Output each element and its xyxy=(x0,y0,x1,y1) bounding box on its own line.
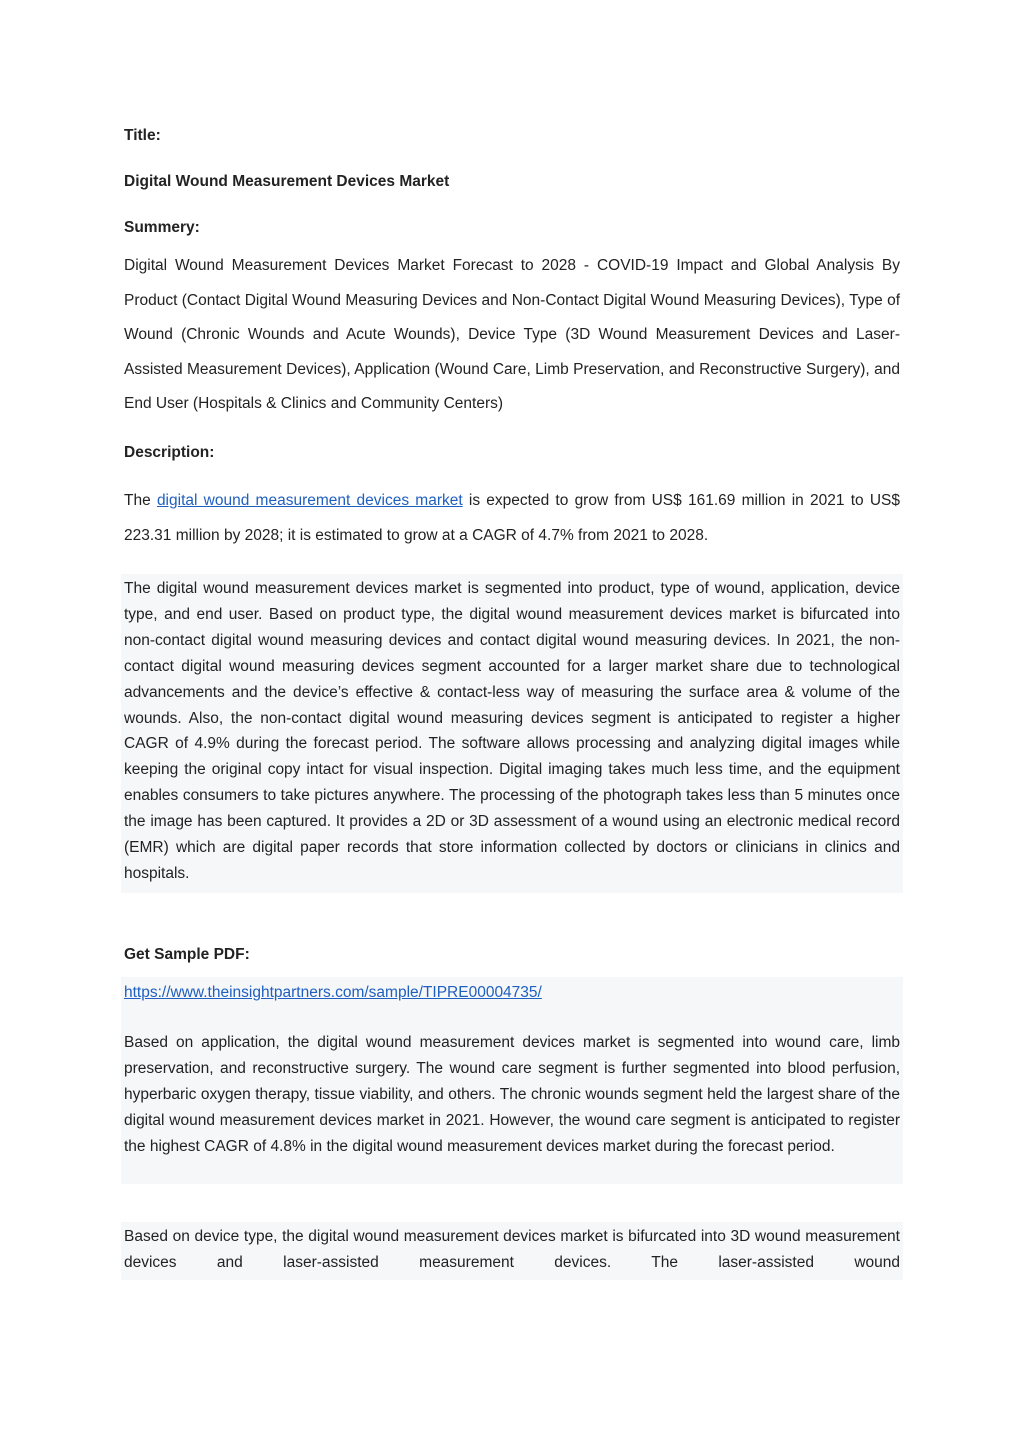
sample-pdf-label: Get Sample PDF: xyxy=(124,946,250,963)
sample-block xyxy=(121,977,903,1184)
device-block xyxy=(121,1222,903,1280)
intro-prefix: The xyxy=(124,492,157,509)
summary-text: Digital Wound Measurement Devices Market Forecast to 2028 - COVID-19 Impact and Global Analysis By Product (Contact Digital Wound Measuring Devices and Non-Contact Digital Wound Measuring Devices), Type of Wound (Chronic Wounds and Acute Wounds), Device Type (3D Wound Measurement Devices and Laser-Assisted Measurement Devices), Application (Wound Care, Limb Preservation, and Reconstructive Surgery), and End User (Hospitals & Clinics and Community Centers) xyxy=(124,257,900,413)
segments-paragraph: The digital wound measurement devices market is segmented into product, type of wound, application, device type, and end user. Based on product type, the digital wound measurement devices market is bifurcated into non-contact digital wound measuring devices and contact digital wound measuring devices. In 2021, the non-contact digital wound measuring devices segment accounted for a larger market share due to technological advancements and the device’s effective & contact-less way of measuring the surface area & volume of the wounds. Also, the non-contact digital wound measuring devices segment is anticipated to register a higher CAGR of 4.9% during the forecast period. The software allows processing and analyzing digital images while keeping the original copy intact for visual inspection. Digital imaging takes much less time, and the equipment enables consumers to take pictures anywhere. The processing of the photograph takes less than 5 minutes once the image has been captured. It provides a 2D or 3D assessment of a wound using an electronic medical record (EMR) which are digital paper records that store information collected by doctors or clinicians in clinics and hospitals. xyxy=(124,580,900,882)
intro-suffix: is expected to grow from US$ 161.69 million in 2021 to US$ 223.31 million by 2028; it is estimated to grow at a CAGR of 4.7% from 2021 to 2028. xyxy=(124,492,901,544)
report-title: Digital Wound Measurement Devices Market xyxy=(124,173,450,190)
segments-block xyxy=(121,574,903,893)
summary-label: Summery: xyxy=(124,219,200,236)
market-link[interactable]: digital wound measurement devices market xyxy=(156,492,463,509)
description-label: Description: xyxy=(124,444,215,461)
title-label: Title: xyxy=(124,127,161,144)
device-paragraph: Based on device type, the digital wound measurement devices market is bifurcated into 3D wound measurement devices and laser-assisted measurement devices. The laser-assisted wound xyxy=(124,1228,900,1271)
sample-pdf-link[interactable]: https://www.theinsightpartners.com/sample/TIPRE00004735/ xyxy=(124,984,542,1001)
intro-paragraph xyxy=(124,484,900,554)
application-paragraph: Based on application, the digital wound measurement devices market is segmented into wound care, limb preservation, and reconstructive surgery. The wound care segment is further segmented into blood perfusion, hyperbaric oxygen therapy, tissue viability, and others. The chronic wounds segment held the largest share of the digital wound measurement devices market in 2021. However, the wound care segment is anticipated to register the highest CAGR of 4.8% in the digital wound measurement devices market during the forecast period. xyxy=(124,1034,900,1155)
